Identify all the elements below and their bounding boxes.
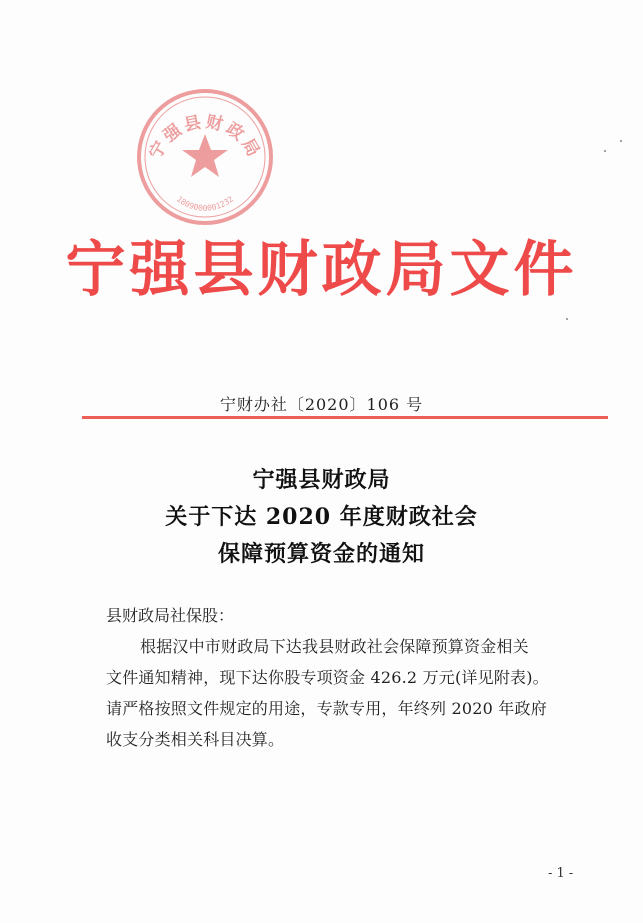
notice-body: [106, 600, 606, 755]
seal-text: 宁强县财政局: [145, 112, 265, 163]
seal-code: 1809000001232: [174, 194, 236, 213]
document-number: 宁财办社〔2020〕106 号: [219, 395, 424, 414]
scan-speck: [566, 318, 568, 320]
page-number: - 1 -: [548, 866, 574, 881]
salutation: 县财政局社保股：: [106, 606, 235, 625]
document-header-title: 宁强县财政局文件: [65, 235, 578, 305]
notice-title: [0, 462, 643, 573]
scan-speck: [620, 140, 622, 142]
paragraph-line-3: 请严格按照文件规定的用途，专款专用，年终列 2020 年政府: [106, 699, 547, 718]
paragraph-line-4: 收支分类相关科目决算。: [106, 730, 285, 749]
paragraph-line-1: 根据汉中市财政局下达我县财政社会保障预算资金相关: [140, 637, 529, 656]
svg-text:1809000001232: [175, 194, 235, 212]
official-seal-stamp: [134, 86, 276, 228]
red-divider-line: [82, 416, 608, 419]
title-line-2: 关于下达 2020 年度财政社会: [165, 504, 478, 530]
star-icon: [182, 134, 228, 177]
paragraph-line-2: 文件通知精神，现下达你股专项资金 426.2 万元(详见附表)。: [106, 668, 549, 687]
scan-speck: [604, 150, 606, 152]
title-line-3: 保障预算资金的通知: [217, 541, 425, 567]
title-line-1: 宁强县财政局: [252, 467, 391, 493]
